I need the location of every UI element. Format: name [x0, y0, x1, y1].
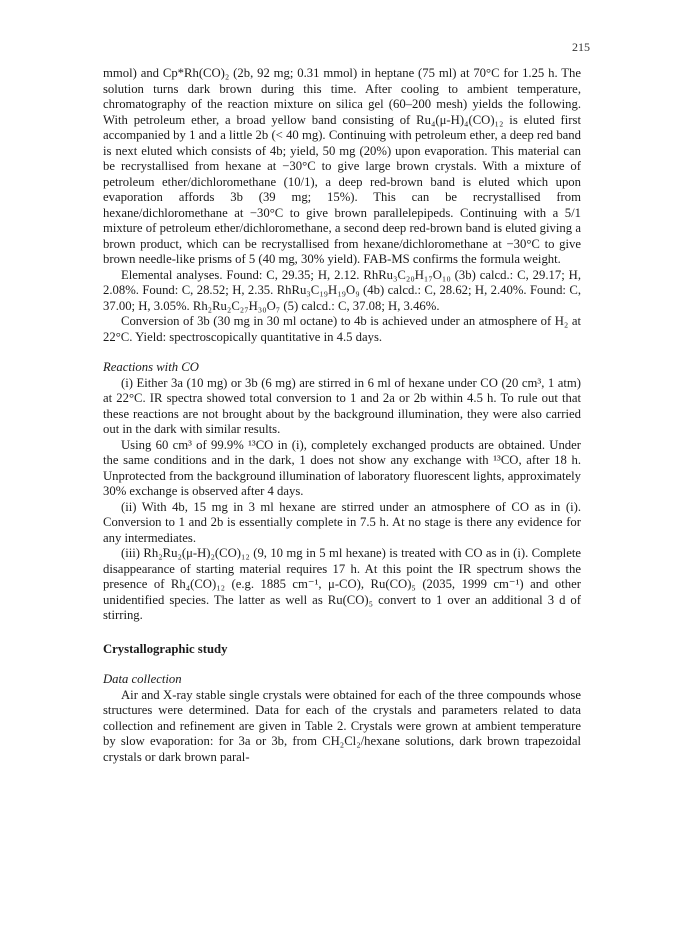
reaction-iii-paragraph: (iii) Rh₂Ru₂(μ-H)₂(CO)₁₂ (9, 10 mg in 5 ml hexane) is treated with CO as in (i). Complete disappearance of starting material requires 17 h. At this point the IR spectrum shows the presence of Rh₄(CO)₁₂ (e.g. 1885 cm⁻¹, μ-CO), Ru(CO)₅ (2035, 1999 cm⁻¹) and other unidentified species. The latter as well as Ru(CO)₅ convert to 1 over an additional 3 d of stirring.: [103, 546, 581, 622]
elemental-analyses-paragraph: Elemental analyses. Found: C, 29.35; H, 2.12. RhRu₃C₂₀H₁₇O₁₀ (3b) calcd.: C, 29.17; H, 2.08%. Found: C, 28.52; H, 2.35. RhRu₃C₁₉H₁₉O₉ (4b) calcd.: C, 28.62; H, 2.40%. Found: C, 37.00; H, 3.05%. Rh₂Ru₂C₂₇H₃₀O₇ (5) calcd.: C, 37.08; H, 3.46%.: [103, 267, 581, 313]
section-heading-crystallographic-study: Crystallographic study: [103, 641, 228, 656]
reaction-i-paragraph: (i) Either 3a (10 mg) or 3b (6 mg) are stirred in 6 ml of hexane under CO (20 cm³, 1 atm) at 22°C. IR spectra showed total conversion to 1 and 2a or 2b within 4.5 h. To rule out that these reactions are not brought about by the background illumination, they were also carried out in the dark with similar results.: [103, 375, 581, 436]
section-subheading-reactions-with-co: Reactions with CO: [103, 360, 199, 374]
section-subheading-data-collection: Data collection: [103, 672, 182, 686]
isotope-exchange-paragraph: Using 60 cm³ of 99.9% ¹³CO in (i), completely exchanged products are obtained. Under the same conditions and in the dark, 1 does not show any exchange with ¹³CO, after 18 h. Unprotected from the background illumination of laboratory fluorescent lights, approximately 30% exchange is observed after 4 days.: [103, 437, 581, 498]
reaction-ii-paragraph: (ii) With 4b, 15 mg in 3 ml hexane are stirred under an atmosphere of CO as in (i). Conversion to 1 and 2b is essentially complete in 7.5 h. At no stage is there any evidence for any intermediates.: [103, 499, 581, 545]
data-collection-paragraph: Air and X-ray stable single crystals were obtained for each of the three compounds whose structures were determined. Data for each of the crystals and parameters related to data collection and refinement are given in Table 2. Crystals were grown at ambient temperature by slow evaporation: for 3a or 3b, from CH₂Cl₂/hexane solutions, dark brown trapezoidal crystals or dark brown paral-: [103, 687, 581, 764]
conversion-paragraph: Conversion of 3b (30 mg in 30 ml octane) to 4b is achieved under an atmosphere of H₂ at 22°C. Yield: spectroscopically quantitative in 4.5 days.: [103, 314, 581, 344]
synthesis-paragraph: mmol) and Cp*Rh(CO)₂ (2b, 92 mg; 0.31 mmol) in heptane (75 ml) at 70°C for 1.25 h. The solution turns dark brown during this time. After cooling to ambient temperature, chromatography of the reaction mixture on silica gel (60–200 mesh) yields the following. With petroleum ether, a broad yellow band consisting of Ru₄(μ-H)₄(CO)₁₂ is eluted first accompanied by 1 and a little 2b (< 40 mg). Continuing with petroleum ether, a deep red band is next eluted which consists of 4b; yield, 50 mg (20%) upon evaporation. This material can be recrystallised from hexane at −30°C to give large brown crystals. With a mixture of petroleum ether/dichloromethane (10/1), a deep red-brown band is eluted which upon evaporation affords 3b (39 mg; 15%). This can be recrystallised from hexane/dichloromethane at −30°C to give brown parallelepipeds. Continuing with a 5/1 mixture of petroleum ether/dichloromethane, a second deep red-brown band is eluted giving a brown product, which can be recrystallised from hexane/dichloromethane at −30°C to give brown needle-like prisms of 5 (40 mg, 30% yield). FAB-MS confirms the formula weight.: [103, 66, 581, 266]
text-column: [103, 66, 581, 765]
page-number: 215: [572, 40, 590, 54]
